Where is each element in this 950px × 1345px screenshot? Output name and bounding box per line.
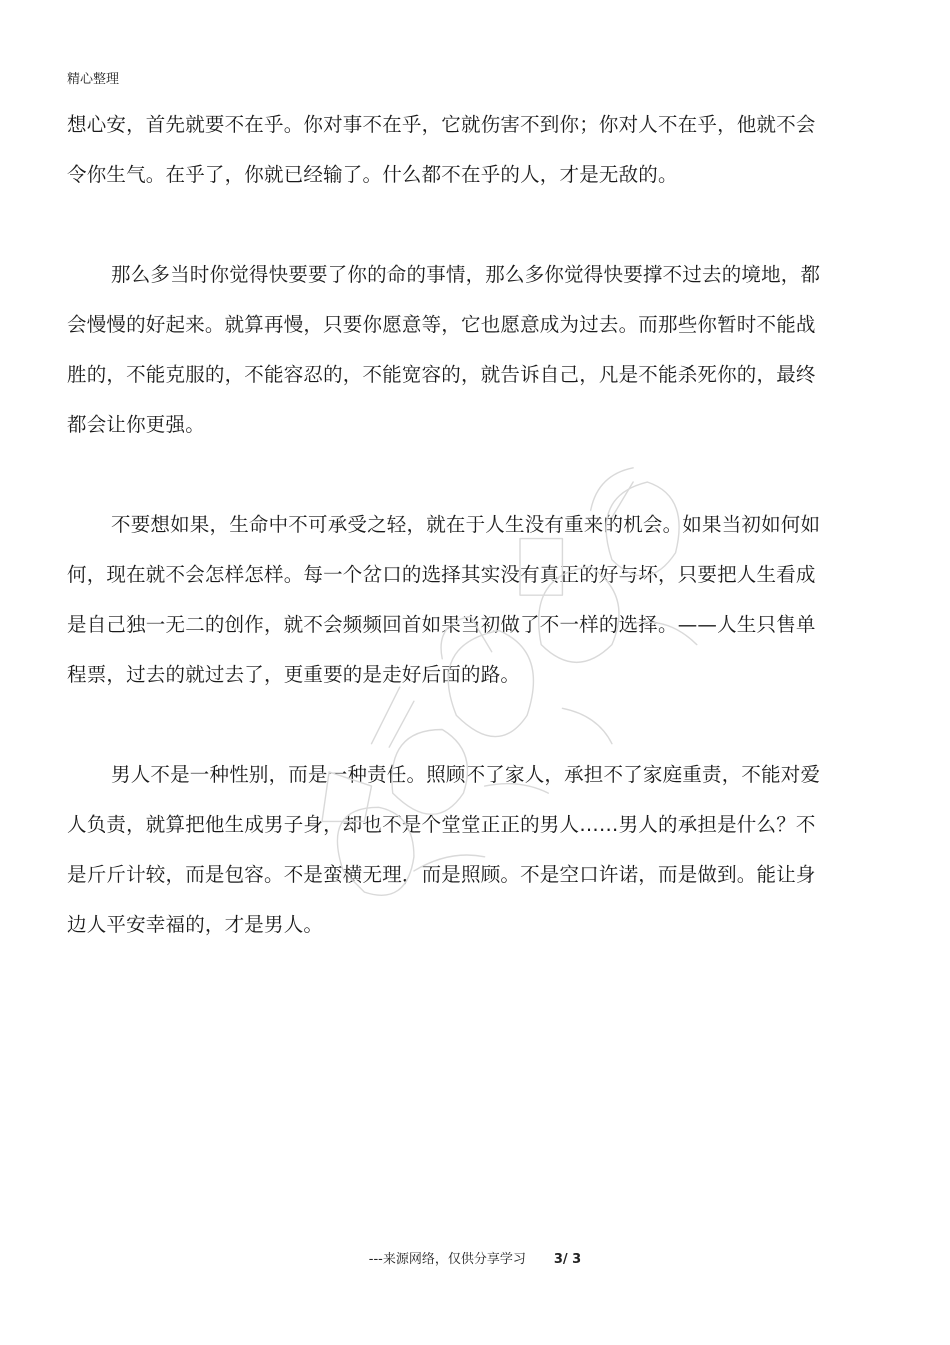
page-number: 3/ 3 [553,1252,582,1267]
header-label: 精心整理 [67,72,120,87]
body-text [67,100,827,950]
paragraph-1: 想心安，首先就要不在乎。你对事不在乎，它就伤害不到你；你对人不在乎，他就不会令你生气。在乎了，你就已经输了。什么都不在乎的人，才是无敌的。 [67,113,816,186]
paragraph-2: 那么多当时你觉得快要要了你的命的事情，那么多你觉得快要撑不过去的境地，都会慢慢的好起来。就算再慢，只要你愿意等，它也愿意成为过去。而那些你暂时不能战胜的，不能克服的，不能容忍的，不能宽容的，就告诉自己，凡是不能杀死你的，最终都会让你更强。 [67,263,821,436]
page-footer [0,1251,950,1269]
paragraph-4: 男人不是一种性别，而是一种责任。照顾不了家人，承担不了家庭重责，不能对爱人负责，就算把他生成男子身，却也不是个堂堂正正的男人……男人的承担是什么？不是斤斤计较，而是包容。不是蛮横无理，而是照顾。不是空口许诺，而是做到。能让身边人平安幸福的，才是男人。 [67,763,821,936]
paragraph-3: 不要想如果，生命中不可承受之轻，就在于人生没有重来的机会。如果当初如何如何，现在就不会怎样怎样。每一个岔口的选择其实没有真正的好与坏，只要把人生看成是自己独一无二的创作，就不会频频回首如果当初做了不一样的选择。——人生只售单程票，过去的就过去了，更重要的是走好后面的路。 [67,513,821,686]
footer-source: ---来源网络，仅供分享学习 [368,1252,526,1267]
